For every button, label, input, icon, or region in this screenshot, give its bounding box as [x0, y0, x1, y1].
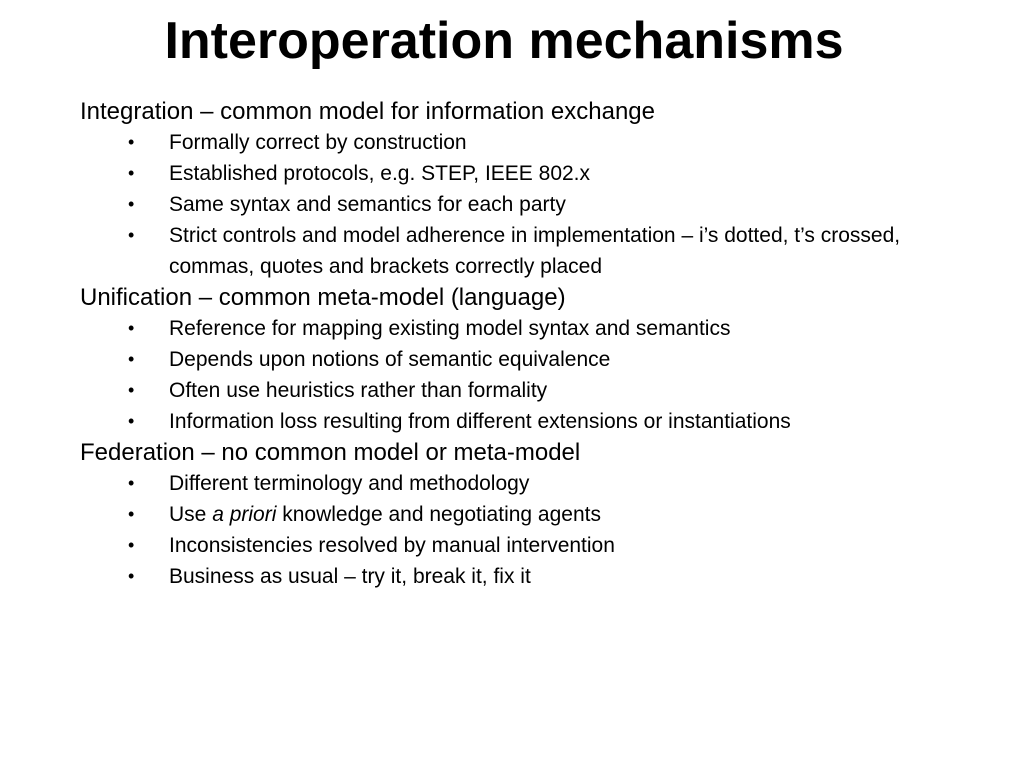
list-item — [80, 189, 964, 220]
bullet-text: Strict controls and model adherence in implementation – i’s dotted, t’s crossed, commas, quotes and brackets correctly placed — [169, 224, 901, 278]
bullet-icon: • — [128, 535, 135, 555]
list-item — [80, 375, 964, 406]
italic-term: a priori — [212, 503, 277, 526]
list-item — [80, 158, 964, 189]
list-item — [80, 127, 964, 158]
bullet-text: Same syntax and semantics for each party — [169, 193, 566, 216]
section-heading: Federation – no common model or meta-model — [80, 439, 581, 466]
bullet-text: Formally correct by construction — [169, 131, 467, 154]
bullet-icon: • — [128, 411, 135, 431]
section-unification — [80, 282, 980, 437]
bullet-icon: • — [128, 380, 135, 400]
list-item — [80, 220, 964, 282]
bullet-icon: • — [128, 163, 135, 183]
bullet-icon: • — [128, 132, 135, 152]
bullet-list — [80, 127, 980, 282]
slide-body — [80, 96, 980, 592]
bullet-icon: • — [128, 473, 135, 493]
bullet-text: Inconsistencies resolved by manual intervention — [169, 534, 615, 557]
bullet-text: Different terminology and methodology — [169, 472, 530, 495]
list-item — [80, 344, 964, 375]
bullet-icon: • — [128, 194, 135, 214]
bullet-text: Established protocols, e.g. STEP, IEEE 802.x — [169, 162, 591, 185]
list-item — [80, 561, 964, 592]
bullet-text: Use a priori knowledge and negotiating agents — [169, 503, 601, 526]
list-item — [80, 468, 964, 499]
bullet-text: Depends upon notions of semantic equivalence — [169, 348, 611, 371]
section-federation — [80, 437, 980, 592]
bullet-text: Reference for mapping existing model syntax and semantics — [169, 317, 731, 340]
bullet-list — [80, 313, 980, 437]
list-item — [80, 530, 964, 561]
bullet-text: Information loss resulting from different extensions or instantiations — [169, 410, 791, 433]
bullet-list — [80, 468, 980, 592]
section-integration — [80, 96, 980, 282]
list-item — [80, 406, 964, 437]
section-heading: Integration – common model for information exchange — [80, 98, 655, 125]
bullet-icon: • — [128, 225, 135, 245]
bullet-text: Often use heuristics rather than formality — [169, 379, 548, 402]
section-heading: Unification – common meta-model (language) — [80, 284, 566, 311]
bullet-text: Business as usual – try it, break it, fix it — [169, 565, 531, 588]
list-item — [80, 499, 964, 530]
list-item — [80, 313, 964, 344]
bullet-icon: • — [128, 504, 135, 524]
page-title: Interoperation mechanisms — [164, 12, 844, 70]
bullet-icon: • — [128, 349, 135, 369]
bullet-icon: • — [128, 318, 135, 338]
bullet-icon: • — [128, 566, 135, 586]
